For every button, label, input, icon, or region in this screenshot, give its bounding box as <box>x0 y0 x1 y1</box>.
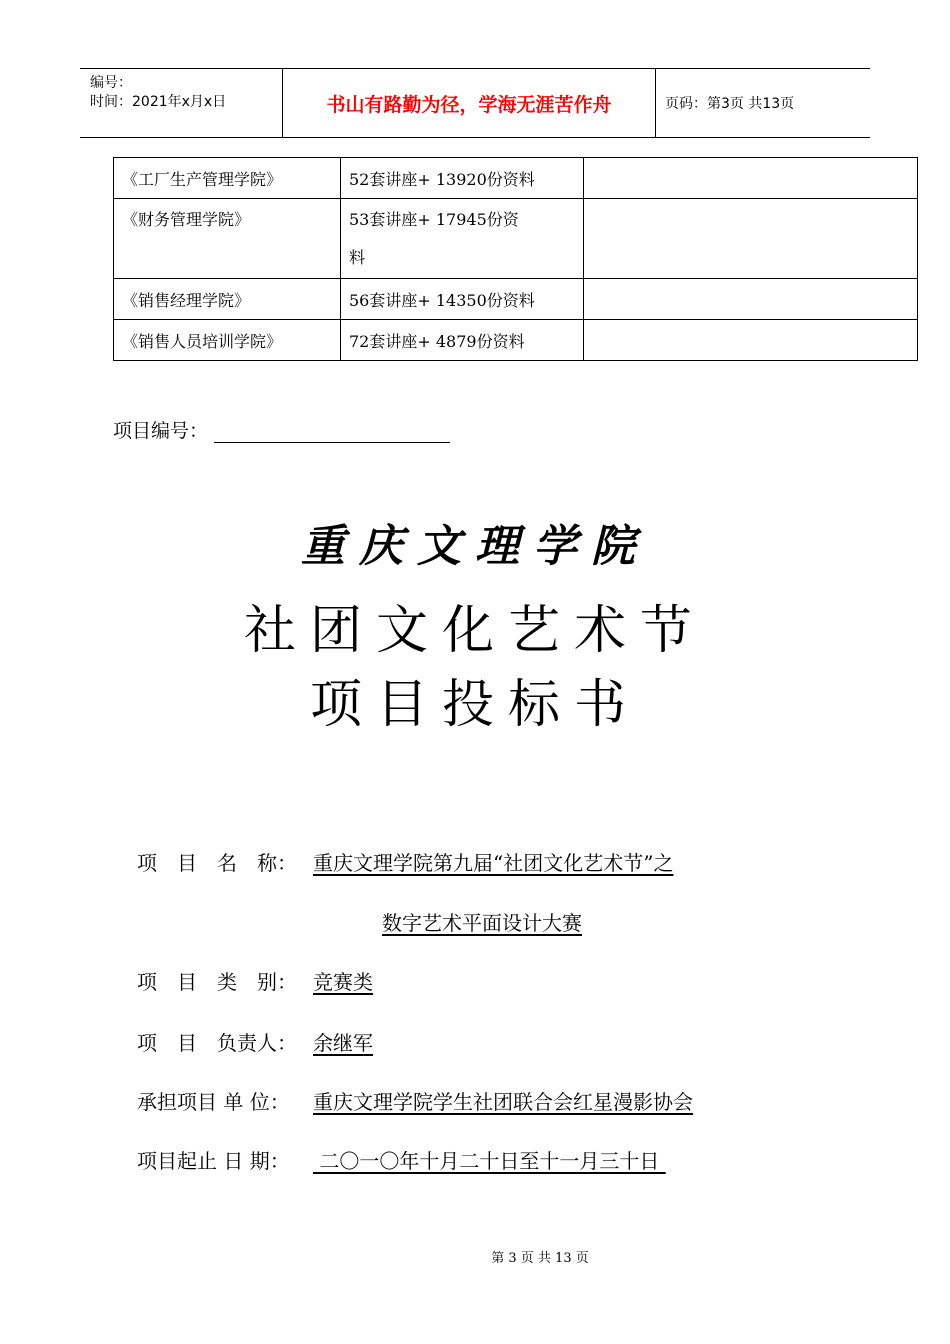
header-page-info: 页码：第3页 共13页 <box>665 96 795 112</box>
note-cell <box>584 320 918 361</box>
table-row <box>114 320 918 361</box>
table-row <box>114 279 918 320</box>
header-motto: 书山有路勤为径，学海无涯苦作舟 <box>282 69 656 137</box>
document-title-line1: 社团文化艺术节 <box>243 601 706 661</box>
resources-cell: 52套讲座+ 13920份资料 <box>341 158 584 199</box>
school-name: 重庆文理学院 <box>301 521 649 572</box>
field-project-type <box>137 966 373 995</box>
table-row <box>114 158 918 199</box>
project-number-blank <box>214 420 450 443</box>
field-label: 项 目 名 称： <box>137 851 297 875</box>
field-project-dates <box>137 1145 666 1174</box>
field-project-name-line2: 数字艺术平面设计大赛 <box>382 911 582 935</box>
table-row <box>114 199 918 279</box>
resources-line1: 53套讲座+ 17945份资 <box>349 210 519 229</box>
college-resource-table <box>113 157 918 361</box>
college-cell: 《工厂生产管理学院》 <box>114 158 341 199</box>
field-label: 项目起止 日 期： <box>137 1149 290 1173</box>
field-value: 重庆文理学院学生社团联合会红星漫影协会 <box>313 1090 693 1114</box>
header-time-label: 时间：2021年x月x日 <box>90 94 227 110</box>
resources-cell <box>341 199 584 279</box>
page-footer: 第 3 页 共 13 页 <box>491 1251 589 1266</box>
field-label: 项 目 类 别： <box>137 970 297 994</box>
field-label: 项 目 负责人： <box>137 1031 297 1055</box>
note-cell <box>584 158 918 199</box>
field-value: 重庆文理学院第九届“社团文化艺术节”之 <box>313 851 674 875</box>
project-number <box>113 416 450 443</box>
project-number-label: 项目编号： <box>113 420 209 442</box>
field-value: 竞赛类 <box>313 970 373 994</box>
page-header <box>80 68 870 138</box>
field-value: 余继军 <box>313 1031 373 1055</box>
college-cell: 《销售人员培训学院》 <box>114 320 341 361</box>
header-number-label: 编号： <box>90 75 132 91</box>
note-cell <box>584 279 918 320</box>
resources-cell: 72套讲座+ 4879份资料 <box>341 320 584 361</box>
resources-line2: 料 <box>349 248 366 267</box>
field-project-name <box>137 847 673 876</box>
field-project-leader <box>137 1027 373 1056</box>
resources-cell: 56套讲座+ 14350份资料 <box>341 279 584 320</box>
field-value: 二〇一〇年十月二十日至十一月三十日 <box>313 1149 666 1173</box>
document-title-line2: 项目投标书 <box>309 675 640 735</box>
college-cell: 《销售经理学院》 <box>114 279 341 320</box>
field-label: 承担项目 单 位： <box>137 1090 290 1114</box>
field-project-unit <box>137 1086 693 1115</box>
header-meta <box>80 69 282 137</box>
college-cell: 《财务管理学院》 <box>114 199 341 279</box>
note-cell <box>584 199 918 279</box>
